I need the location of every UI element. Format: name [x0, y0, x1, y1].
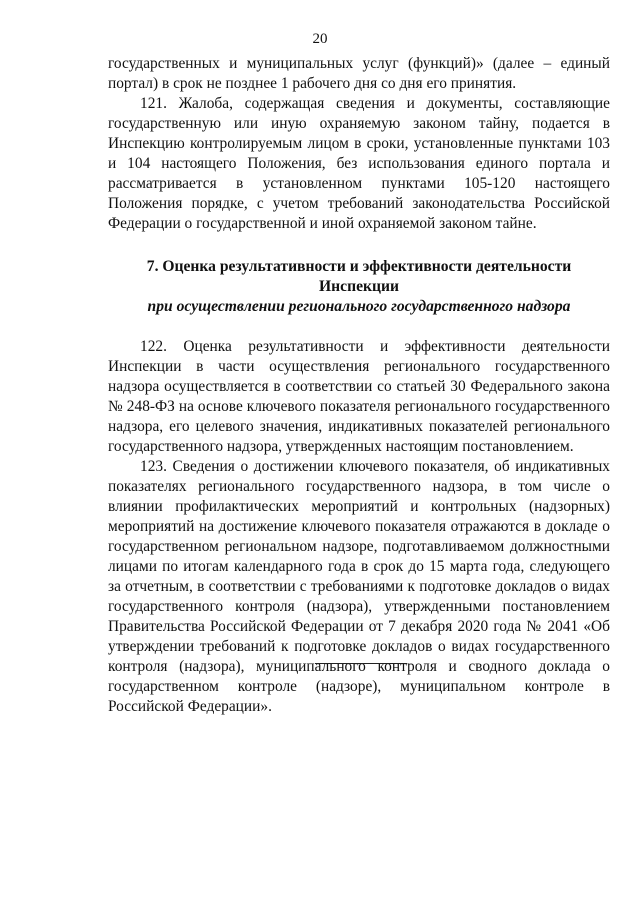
section-heading-line2: при осуществлении регионального государственного надзора [147, 298, 571, 315]
paragraph-123: 123. Сведения о достижении ключевого показателя, об индикативных показателях регионального государственного надзора, в том числе о влиянии профилактических мероприятий и контрольных (надзорных) мероприятий на достижение ключевого показателя отражаются в докладе о государственном региональном надзоре, подготавливаемом должностными лицами по итогам календарного года в срок до 15 марта года, следующего за отчетным, в соответствии с требованиями к подготовке докладов о видах государственного контроля (надзора), утвержденными постановлением Правительства Российской Федерации от 7 декабря 2020 года № 2041 «Об утверждении требований к подготовке докладов о видах государственного контроля (надзора), муниципального контроля и сводного доклада о государственном контроле (надзоре), муниципальном контроле в Российской Федерации». [108, 458, 610, 715]
paragraph-122: 122. Оценка результативности и эффективности деятельности Инспекции в части осуществления регионального государственного надзора осуществляется в соответствии со статьей 30 Федерального закона № 248-ФЗ на основе ключевого показателя регионального государственного надзора, его целевого значения, индикативных показателей регионального государственного надзора, утвержденных настоящим постановлением. [108, 338, 610, 455]
section-heading [108, 257, 610, 317]
paragraph-121: 121. Жалоба, содержащая сведения и документы, составляющие государственную или иную охраняемую законом тайну, подается в Инспекцию контролируемым лицом в сроки, установленные пунктами 103 и 104 настоящего Положения, без использования единого портала и рассматривается в установленном пунктами 105-120 настоящего Положения порядке, с учетом требований законодательства Российской Федерации о государственной и иной охраняемой законом тайне. [108, 95, 610, 232]
paragraph-continuation: государственных и муниципальных услуг (функций)» (далее – единый портал) в срок не позднее 1 рабочего дня со дня его принятия. [108, 55, 610, 92]
section-heading-line1: 7. Оценка результативности и эффективности деятельности Инспекции [146, 258, 572, 295]
end-divider-line [315, 663, 407, 664]
document-body [108, 54, 610, 717]
page-number: 20 [312, 31, 328, 47]
